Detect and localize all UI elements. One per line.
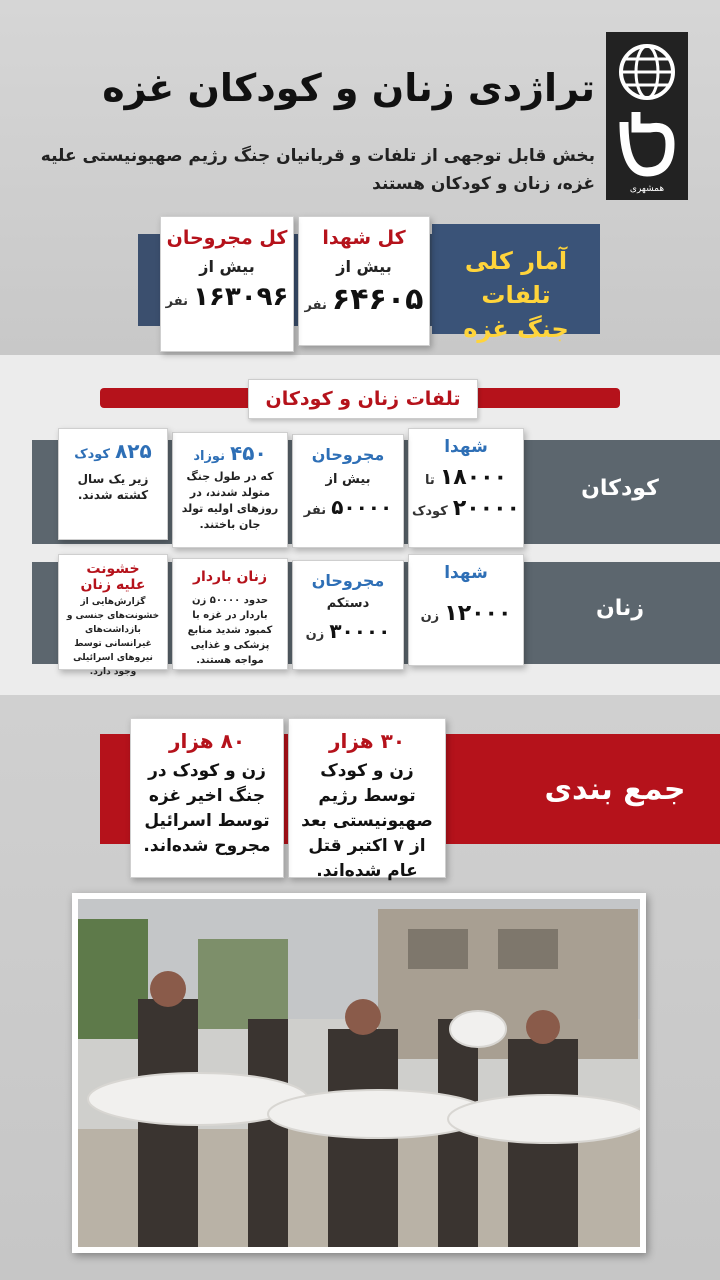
overall-martyrs-unit: نفر (304, 298, 327, 313)
overall-martyrs-head: کل شهدا (322, 227, 406, 249)
overall-martyrs-value: ۶۴۶۰۵ (331, 282, 424, 317)
children-injured-sub: بیش از (325, 472, 371, 487)
overall-injured-unit: نفر (165, 294, 188, 309)
children-infants-value: ۸۲۵ (115, 439, 152, 463)
children-martyrs-to: ۲۰۰۰۰ (452, 496, 520, 521)
women-violence-head-line1: خشونت (86, 561, 140, 577)
overall-martyrs-card (298, 216, 430, 346)
children-injured-head: مجروحان (311, 445, 385, 464)
summary-killed-body: زن و کودک توسط رژیم صهیونیستی بعد از ۷ اکتبر قتل عام شده‌اند. (301, 761, 433, 881)
women-martyrs-card (408, 554, 524, 666)
women-pregnant-head: زنان باردار (192, 569, 267, 585)
logo-caption: همشهری (629, 184, 665, 194)
news-photo-illustration (78, 899, 640, 1247)
summary-killed-head: ۳۰ هزار (328, 729, 406, 753)
children-newborns-text: که در طول جنگ متولد شدند، در روزهای اولیه تولد جان باختند. (181, 470, 279, 531)
page-title: تراژدی زنان و کودکان غزه (102, 66, 595, 110)
overall-label-line1: آمار کلی تلفات (464, 247, 568, 309)
children-newborns-card (172, 432, 288, 548)
overall-label-line2: جنگ غزه (463, 315, 569, 343)
news-photo (72, 893, 646, 1253)
children-label: کودکان (581, 476, 659, 501)
overall-injured-value: ۱۶۳۰۹۶ (193, 282, 289, 312)
overall-injured-sub: بیش از (199, 257, 255, 276)
women-injured-card (292, 560, 404, 670)
summary-wounded-card (130, 718, 284, 878)
women-injured-sub: دستکم (326, 596, 370, 611)
overall-martyrs-sub: بیش از (336, 257, 392, 276)
women-injured-head: مجروحان (311, 571, 385, 590)
women-injured-value: ۳۰۰۰۰ (329, 619, 391, 643)
women-martyrs-head: شهدا (444, 563, 488, 583)
overall-injured-card (160, 216, 294, 352)
overall-label (432, 224, 600, 343)
children-injured-value: ۵۰۰۰۰ (331, 495, 393, 519)
children-infants-text: زیر یک سال کشته شدند. (77, 472, 149, 502)
globe-icon (606, 32, 688, 200)
women-violence-card (58, 554, 168, 677)
women-martyrs-value: ۱۲۰۰۰ (444, 601, 512, 626)
women-violence-head-line2: علیه زنان (80, 577, 146, 593)
children-injured-card (292, 434, 404, 548)
summary-wounded-body: زن و کودک در جنگ اخیر غزه توسط اسرائیل مجروح شده‌اند. (143, 761, 271, 856)
summary-killed-card (288, 718, 446, 881)
children-martyrs-card (408, 428, 524, 548)
children-injured-unit: نفر (303, 503, 327, 518)
children-martyrs-unit: کودک (412, 504, 448, 519)
children-martyrs-from: ۱۸۰۰۰ (439, 465, 507, 490)
women-pregnant-text: حدود ۵۰۰۰۰ زن باردار در غزه با کمبود شدید منابع پزشکی و غذایی مواجه هستند. (187, 595, 273, 666)
intro-text: بخش قابل توجهی از تلفات و قربانیان جنگ رژیم صهیونیستی علیه غزه، زنان و کودکان هستند (40, 146, 595, 194)
children-newborns-value: ۴۵۰ (230, 441, 267, 465)
summary-label: جمع بندی (544, 772, 686, 807)
women-pregnant-card (172, 558, 288, 670)
summary-wounded-head: ۸۰ هزار (168, 729, 246, 753)
section-title: تلفات زنان و کودکان (248, 379, 478, 419)
overall-injured-head: کل مجروحان (166, 227, 288, 249)
children-infants-card (58, 428, 168, 540)
children-infants-unit: کودک (74, 447, 110, 462)
women-martyrs-unit: زن (420, 609, 440, 624)
children-newborns-unit: نوزاد (193, 449, 225, 464)
women-violence-text: گزارش‌هایی از خشونت‌های جنسی و بازداشت‌های غیرانسانی توسط نیروهای اسرائیلی وجود دارد. (66, 597, 160, 677)
children-martyrs-to-word: تا (425, 473, 435, 488)
women-injured-unit: زن (305, 627, 325, 642)
women-label: زنان (596, 596, 644, 621)
logo (606, 32, 688, 200)
children-martyrs-head: شهدا (444, 437, 488, 457)
